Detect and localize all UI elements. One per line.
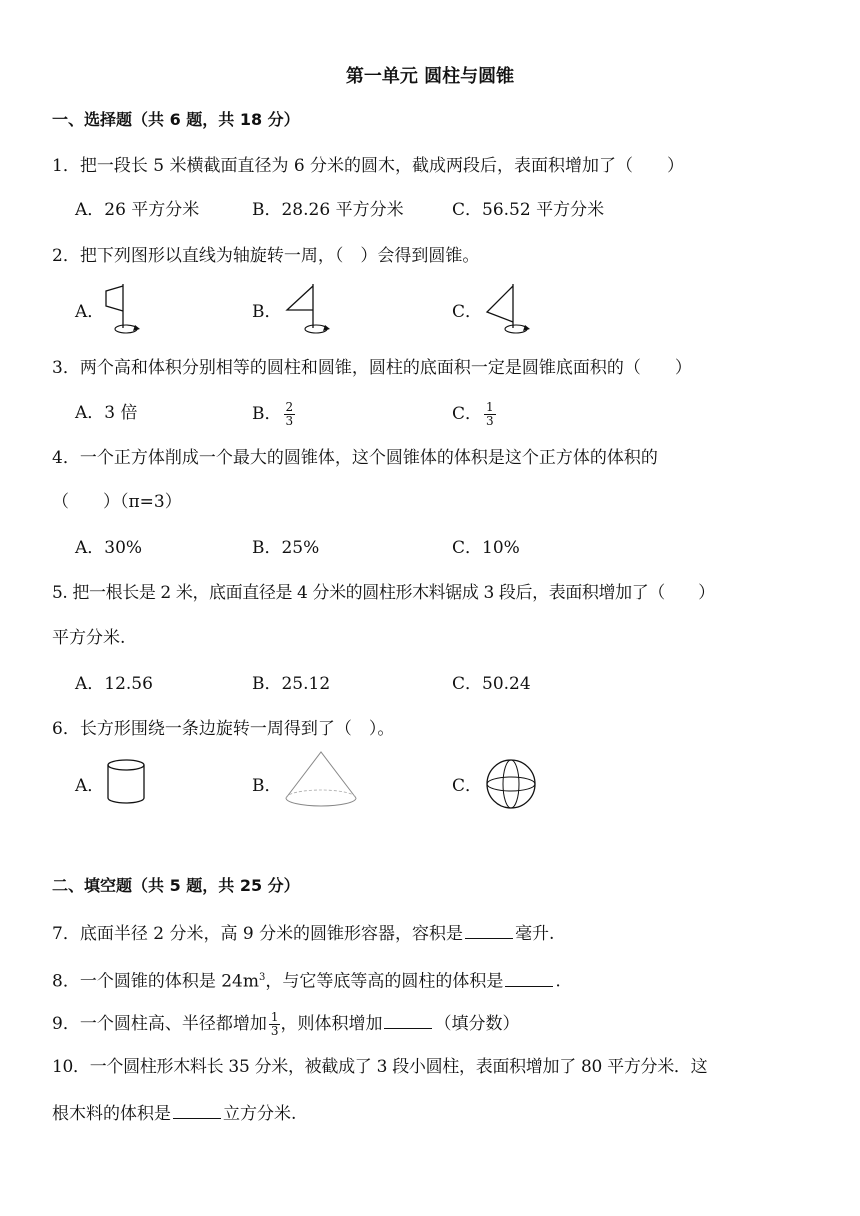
question-7 — [52, 920, 554, 946]
q3-option-c-label: C． — [452, 404, 483, 424]
q2-option-b: B． — [252, 302, 282, 322]
question-2: 2．把下列图形以直线为轴旋转一周，（ ）会得到圆锥。 — [52, 246, 480, 266]
trapezoid-rotation-figure — [106, 282, 156, 342]
fraction-denominator: 3 — [486, 414, 494, 428]
q3-option-c — [452, 401, 496, 428]
q4-option-b: B．25% — [252, 538, 320, 558]
q7-text: 7．底面半径 2 分米，高 9 分米的圆锥形容器，容积是 — [52, 924, 464, 944]
page-title: 第一单元 圆柱与圆锥 — [345, 66, 515, 87]
q8-text: 8．一个圆锥的体积是 24m — [52, 971, 259, 992]
q1-option-c: C．56.52 平方分米 — [452, 200, 605, 220]
cylinder-figure — [106, 758, 150, 808]
answer-blank — [465, 920, 513, 939]
sphere-figure — [485, 758, 539, 812]
section-heading-choice: 一、选择题（共 6 题，共 18 分） — [52, 110, 300, 129]
question-6: 6．长方形围绕一条边旋转一周得到了（ ）。 — [52, 719, 395, 739]
question-1: 1．把一段长 5 米横截面直径为 6 分米的圆木，截成两段后，表面积增加了（ ） — [52, 156, 685, 176]
q10-unit: 立方分米. — [223, 1104, 297, 1124]
fraction-numerator: 2 — [285, 400, 294, 414]
fraction-denominator: 3 — [270, 1024, 279, 1038]
question-4-line-2: （ ）（π=3） — [52, 492, 182, 512]
question-5: 5. 把一根长是 2 米，底面直径是 4 分米的圆柱形木料锯成 3 段后，表面积增加了（ ） — [52, 583, 715, 603]
q1-option-b: B．28.26 平方分米 — [252, 200, 404, 220]
q6-option-c: C． — [452, 776, 483, 796]
q9-text-middle: ，则体积增加 — [280, 1014, 383, 1034]
q5-option-a: A．12.56 — [75, 674, 153, 694]
fraction-numerator: 1 — [486, 400, 494, 414]
q8-text-middle: ，与它等底等高的圆柱的体积是 — [265, 971, 504, 992]
q5-option-c: C．50.24 — [452, 674, 531, 694]
answer-blank — [173, 1100, 221, 1119]
q1-option-a: A．26 平方分米 — [75, 200, 200, 220]
triangle-hypotenuse-axis-figure — [483, 282, 533, 342]
fraction-denominator: 3 — [285, 414, 294, 428]
q2-option-a: A． — [75, 302, 105, 322]
fraction-one-third — [484, 401, 496, 428]
triangle-leg-axis-figure — [283, 282, 333, 342]
q4-option-a: A．30% — [75, 538, 143, 558]
question-5-line-2: 平方分米. — [52, 628, 126, 648]
question-3: 3．两个高和体积分别相等的圆柱和圆锥，圆柱的底面积一定是圆锥底面积的（ ） — [52, 358, 692, 378]
q3-option-b-label: B． — [252, 404, 282, 424]
answer-blank — [505, 968, 553, 987]
fraction-numerator: 1 — [270, 1010, 279, 1024]
q6-option-b: B． — [252, 776, 282, 796]
cone-figure — [283, 750, 359, 812]
fraction-two-thirds — [284, 401, 296, 428]
q8-period: . — [555, 971, 561, 992]
q9-hint: （填分数） — [434, 1014, 520, 1034]
q5-option-b: B．25.12 — [252, 674, 331, 694]
q6-option-a: A． — [75, 776, 105, 796]
q2-option-c: C． — [452, 302, 483, 322]
q4-option-c: C．10% — [452, 538, 520, 558]
q10-text: 根木料的体积是 — [52, 1104, 171, 1124]
q7-unit: 毫升. — [515, 924, 555, 944]
question-10-line-2 — [52, 1100, 296, 1126]
answer-blank — [384, 1010, 432, 1029]
question-4: 4．一个正方体削成一个最大的圆锥体，这个圆锥体的体积是这个正方体的体积的 — [52, 448, 658, 468]
fraction-one-third — [269, 1011, 281, 1038]
superscript-exponent: 3 — [258, 972, 266, 983]
q3-option-a: A．3 倍 — [75, 403, 138, 423]
question-8 — [52, 966, 561, 994]
question-10: 10．一个圆柱形木料长 35 分米，被截成了 3 段小圆柱，表面积增加了 80 平方分米．这 — [52, 1057, 708, 1077]
q3-option-b — [252, 401, 295, 428]
q9-text: 9．一个圆柱高、半径都增加 — [52, 1014, 267, 1034]
section-heading-fill-blank: 二、填空题（共 5 题，共 25 分） — [52, 876, 300, 895]
question-9 — [52, 1010, 519, 1038]
